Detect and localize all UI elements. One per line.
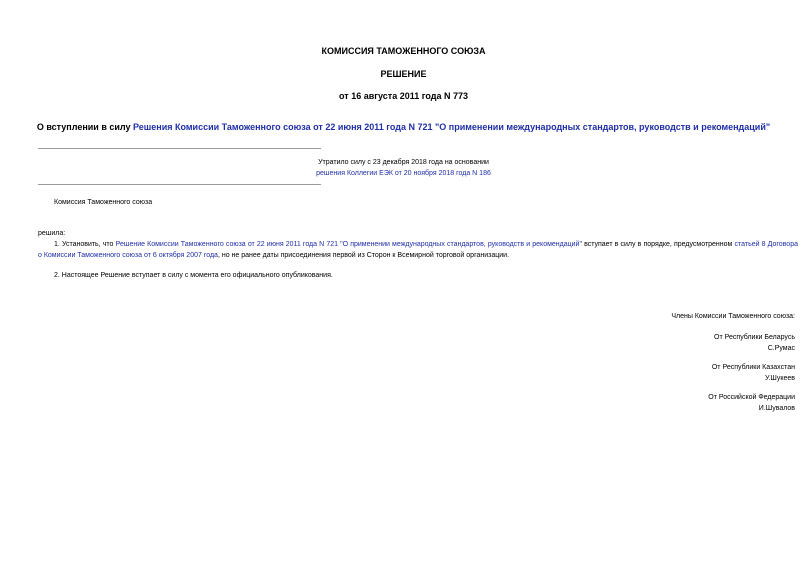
doc-title [0, 122, 807, 133]
signature-block-kazakhstan [495, 362, 795, 384]
signature-country: От Республики Казахстан [711, 364, 795, 371]
signature-block-belarus [495, 332, 795, 354]
doc-type: РЕШЕНИЕ [380, 69, 427, 79]
p1-link-treaty[interactable]: статьей 8 Договора о Комиссии Таможенного союза от 6 октября 2007 года [38, 241, 798, 259]
p1-number: 1. Установить, что [54, 241, 116, 248]
signature-country: От Республики Беларусь [714, 334, 795, 341]
signature-name: И.Шувалов [758, 405, 795, 412]
status-note: Утратило силу с 23 декабря 2018 года на основании [318, 159, 489, 166]
p1-tail: , но не ранее даты присоединения первой из Сторон к Всемирной торговой организации. [217, 252, 510, 259]
signature-block-russia [495, 392, 795, 414]
signature-name: С.Румас [767, 345, 795, 352]
p1-middle: вступает в силу в порядке, предусмотренном [581, 241, 735, 248]
signature-country: От Российской Федерации [708, 394, 795, 401]
paragraph-2: 2. Настоящее Решение вступает в силу с момента его официального опубликования. [54, 272, 333, 279]
top-divider [38, 148, 321, 149]
status-link[interactable]: решения Коллегии ЕЭК от 20 ноября 2018 года N 186 [316, 170, 491, 177]
title-prefix: О вступлении в силу [36, 122, 133, 132]
paragraph-1 [38, 239, 798, 261]
org-name: КОМИССИЯ ТАМОЖЕННОГО СОЮЗА [321, 46, 486, 56]
issuer: Комиссия Таможенного союза [54, 199, 153, 206]
decided-label: решила: [38, 230, 66, 237]
signatures-heading: Члены Комиссии Таможенного союза: [671, 313, 795, 320]
doc-date: от 16 августа 2011 года N 773 [339, 91, 468, 101]
title-link[interactable]: Решения Комиссии Таможенного союза от 22 июня 2011 года N 721 "О применении международных стандартов, руководств и рекомендаций" [133, 122, 771, 132]
signature-name: У.Шукеев [764, 375, 795, 382]
bottom-divider [38, 184, 321, 185]
p1-link-decision[interactable]: Решение Комиссии Таможенного союза от 22 июня 2011 года N 721 "О применении международных стандартов, руководств и рекомендаций" [115, 241, 582, 248]
